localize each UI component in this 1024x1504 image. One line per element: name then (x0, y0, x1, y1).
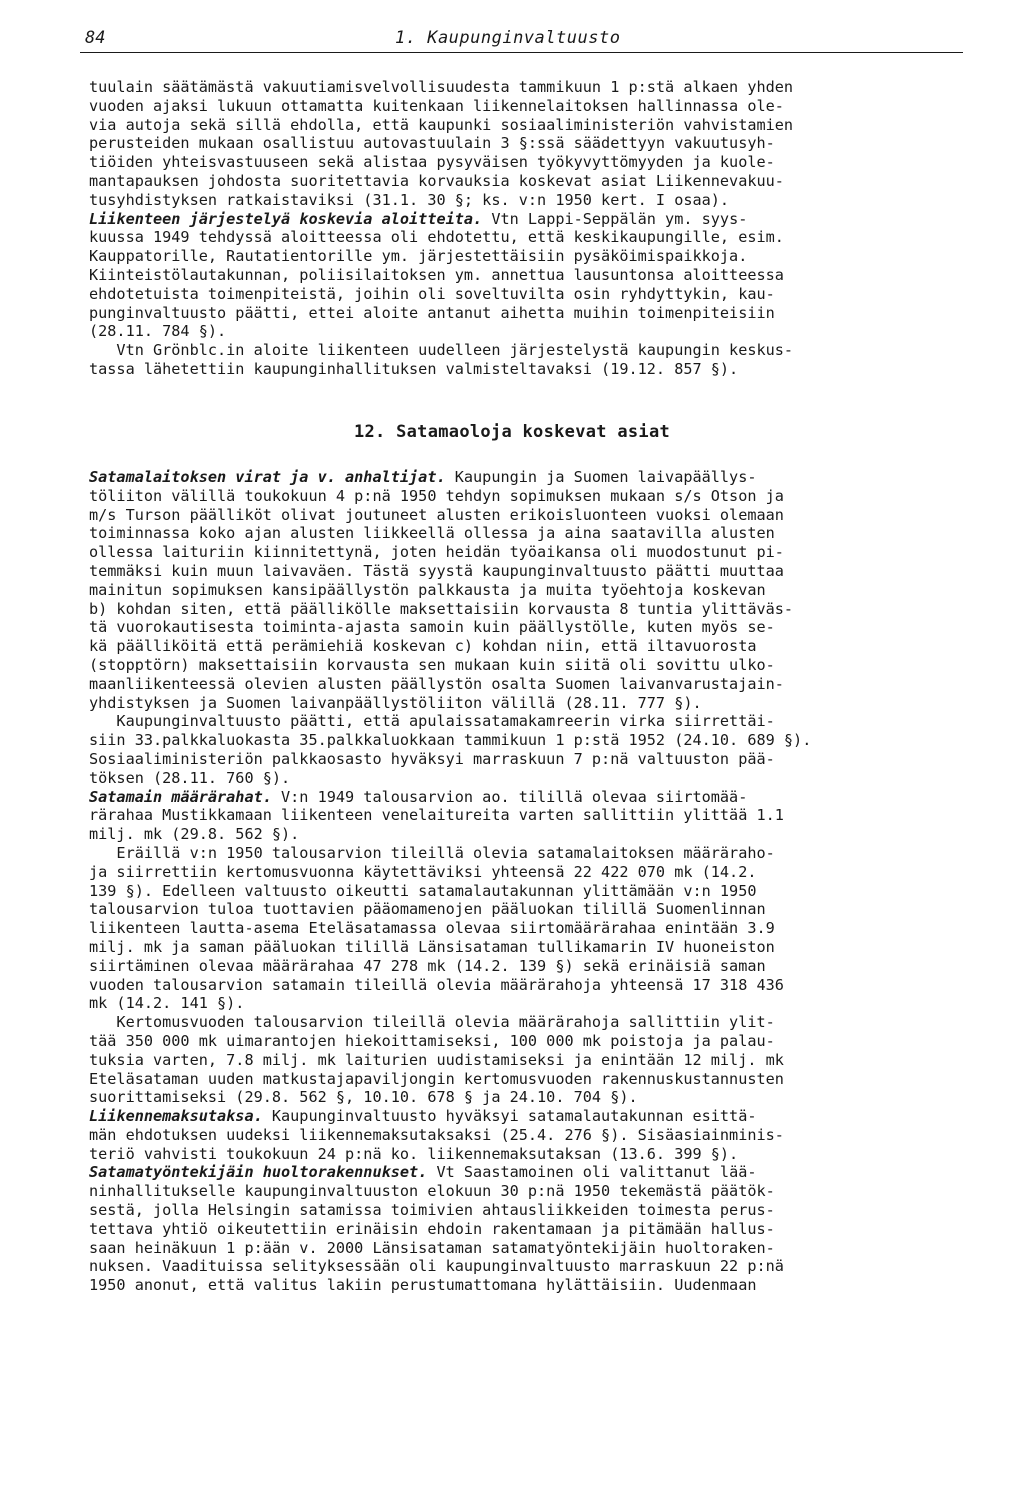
text-line: mainitun sopimuksen kansipäällystön palkkausta ja muita työehtoja koskevan (89, 580, 766, 599)
text-line: tassa lähetettiin kaupunginhallituksen valmisteltavaksi (19.12. 857 §). (89, 359, 739, 378)
text-line: 139 §). Edelleen valtuusto oikeutti satamalautakunnan ylittämään v:n 1950 (89, 881, 757, 900)
text-line: V:n 1949 talousarvion ao. tilillä olevaa siirtomää- (271, 787, 748, 806)
text-line: talousarvion tuloa tuottavien pääomamenojen pääluokan tilillä Suomenlinnan (89, 900, 766, 919)
text-line: milj. mk (29.8. 562 §). (89, 825, 300, 844)
text-line: kä päälliköitä että perämiehiä koskevan c) kohdan niin, että iltavuorosta (89, 637, 757, 656)
text-line: kuussa 1949 tehdyssä aloitteessa oli ehdotettu, että keskikaupungille, esim. (89, 228, 784, 247)
text-line: yhdistyksen ja Suomen laivanpäällystöliiton välillä (28.11. 777 §). (89, 693, 702, 712)
text-line: tää 350 000 mk uimarantojen hiekoittamiseksi, 100 000 mk poistoja ja palau- (89, 1031, 775, 1050)
text-line: punginvaltuusto päätti, ettei aloite antanut aihetta muihin toimenpiteisiin (89, 303, 775, 322)
text-line: suorittamiseksi (29.8. 562 §, 10.10. 678 § ja 24.10. 704 §). (89, 1088, 638, 1107)
text-line: sestä, jolla Helsingin satamissa toimivien ahtausliikkeiden toimesta perus- (89, 1201, 775, 1220)
text-line: Kertomusvuoden talousarvion tileillä olevia määrärahoja sallittiin ylit- (89, 1013, 775, 1032)
page-header (80, 22, 963, 53)
text-line: töliiton välillä toukokuun 4 p:nä 1950 tehdyn sopimuksen mukaan s/s Otson ja (89, 486, 784, 505)
section-heading: 12. Satamaoloja koskevat asiat (353, 422, 671, 442)
text-line: mantapauksen johdosta suoritettavia korvauksia koskevat asiat Liikennevakuu- (89, 171, 784, 190)
paragraph-run-in-heading: Satamalaitoksen virat ja v. anhaltijat. (89, 468, 446, 486)
text-line: tettava yhtiö oikeutettiin erinäisin ehdoin rakentamaan ja pitämään hallus- (89, 1219, 775, 1238)
text-line: Eteläsataman uuden matkustajapaviljongin kertomusvuoden rakennuskustannusten (89, 1069, 784, 1088)
text-line: teriö vahvisti toukokuun 24 p:nä ko. liikennemaksutaksan (13.6. 399 §). (89, 1144, 739, 1163)
text-line: siin 33.palkkaluokasta 35.palkkaluokkaan tammikuun 1 p:stä 1952 (24.10. 689 §). (89, 731, 812, 750)
text-line: Kaupunginvaltuusto päätti, että apulaissatamakamreerin virka siirrettäi- (89, 712, 775, 731)
text-line: Sosiaaliministeriön palkkaosasto hyväksyi marraskuun 7 p:nä valtuuston pää- (89, 749, 775, 768)
text-line: tuksia varten, 7.8 milj. mk laiturien uudistamiseksi ja enintään 12 milj. mk (89, 1050, 784, 1069)
text-line: töksen (28.11. 760 §). (89, 768, 291, 787)
text-line: Eräillä v:n 1950 talousarvion tileillä olevia satamalaitoksen määräraho- (89, 843, 775, 862)
text-line: b) kohdan siten, että päällikölle maksettaisiin korvausta 8 tuntia ylittäväs- (89, 599, 794, 618)
text-line: milj. mk ja saman pääluokan tilillä Länsisataman tullikamarin IV huoneiston (89, 937, 775, 956)
text-line: tiöiden yhteisvastuuseen sekä alistaa pysyväisen työkyvyttömyyden ja kuole- (89, 153, 775, 172)
text-line: tusyhdistyksen ratkaistaviksi (31.1. 30 §; ks. v:n 1950 kert. I osaa). (89, 190, 730, 209)
text-line: ehdotetuista toimenpiteistä, joihin oli soveltuvilta osin ryhdyttykin, kau- (89, 284, 775, 303)
text-line: saan heinäkuun 1 p:ään v. 2000 Länsisataman satamatyöntekijäin huoltoraken- (89, 1238, 775, 1257)
text-line: män ehdotuksen uudeksi liikennemaksutaksaksi (25.4. 276 §). Sisäasiainminis- (89, 1125, 784, 1144)
text-line: rärahaa Mustikkamaan liikenteen venelaitureita varten sallittiin ylittää 1.1 (89, 806, 784, 825)
text-line: Kauppatorille, Rautatientorille ym. järjestettäisiin pysäköimispaikkoja. (89, 247, 748, 266)
text-line: tä vuorokautisesta toiminta-ajasta samoin kuin päällystölle, kuten myös se- (89, 618, 775, 637)
text-line: Kaupungin ja Suomen laivapäällys- (445, 468, 757, 486)
text-line: liikenteen lautta-asema Eteläsatamassa olevaa siirtomäärärahaa enintään 3.9 (89, 919, 775, 938)
page-number: 84 (85, 28, 106, 48)
text-line: nuksen. Vaadituissa selityksessään oli kaupunginvaltuusto marraskuun 22 p:nä (89, 1257, 784, 1276)
intro-text-block (89, 78, 969, 379)
text-line: Vtn Grönblc.in aloite liikenteen uudelleen järjestelystä kaupungin keskus- (89, 341, 794, 360)
text-line: Vt Saastamoinen oli valittanut lää- (427, 1163, 757, 1182)
text-line: (28.11. 784 §). (89, 322, 227, 341)
text-line: vuoden ajaksi lukuun ottamatta kuitenkaan liikennelaitoksen hallinnassa ole- (89, 96, 784, 115)
paragraph-run-in-heading: Liikennemaksutaksa. (89, 1107, 263, 1126)
text-line: 1950 anonut, että valitus lakiin perustumattomana hylättäisiin. Uudenmaan (89, 1276, 757, 1295)
text-line: (stopptörn) maksettaisiin korvausta sen mukaan kuin siitä oli sovittu ulko- (89, 655, 775, 674)
paragraph-run-in-heading: Satamain määrärahat. (89, 787, 272, 806)
harbour-text-block (89, 468, 969, 1295)
text-line: perusteiden mukaan osallistuu autovastuulain 3 §:ssä säädettyyn vakuutusyh- (89, 134, 775, 153)
text-line: vuoden talousarvion satamain tileillä olevia määrärahoja yhteensä 17 318 436 (89, 975, 784, 994)
text-line: ja siirrettiin kertomusvuonna käytettäviksi yhteensä 22 422 070 mk (14.2. (89, 862, 757, 881)
text-line: Kaupunginvaltuusto hyväksyi satamalautakunnan esittä- (262, 1107, 757, 1126)
text-line: mk (14.2. 141 §). (89, 994, 245, 1013)
text-line: tuulain säätämästä vakuutiamisvelvollisuudesta tammikuun 1 p:stä alkaen yhden (89, 78, 794, 96)
text-line: ollessa laituriin kiinnitettynä, joten heidän työaikansa oli muodostunut pi- (89, 543, 784, 562)
text-line: siirtäminen olevaa määrärahaa 47 278 mk (14.2. 139 §) sekä erinäisiä saman (89, 956, 766, 975)
text-line: Vtn Lappi-Seppälän ym. syys- (482, 209, 748, 228)
text-line: Kiinteistölautakunnan, poliisilaitoksen ym. annettua lausuntonsa aloitteessa (89, 265, 784, 284)
paragraph-run-in-heading: Satamatyöntekijäin huoltorakennukset. (89, 1163, 428, 1182)
paragraph-run-in-heading: Liikenteen järjestelyä koskevia aloitteita. (89, 209, 483, 228)
text-line: ninhallitukselle kaupunginvaltuuston elokuun 30 p:nä 1950 tekemästä päätök- (89, 1182, 775, 1201)
text-line: temmäksi kuin muun laivaväen. Tästä syystä kaupunginvaltuusto päätti muuttaa (89, 561, 784, 580)
text-line: m/s Turson päälliköt olivat joutuneet alusten erikoisluonteen vuoksi olemaan (89, 505, 784, 524)
text-line: maanliikenteessä olevien alusten päällystön osalta Suomen laivanvarustajain- (89, 674, 784, 693)
running-title: 1. Kaupunginvaltuusto (395, 28, 621, 48)
text-line: via autoja sekä sillä ehdolla, että kaupunki sosiaaliministeriön vahvistamien (89, 115, 794, 134)
text-line: toiminnassa koko ajan alusten liikkeellä ollessa ja aina saatavilla alusten (89, 524, 775, 543)
